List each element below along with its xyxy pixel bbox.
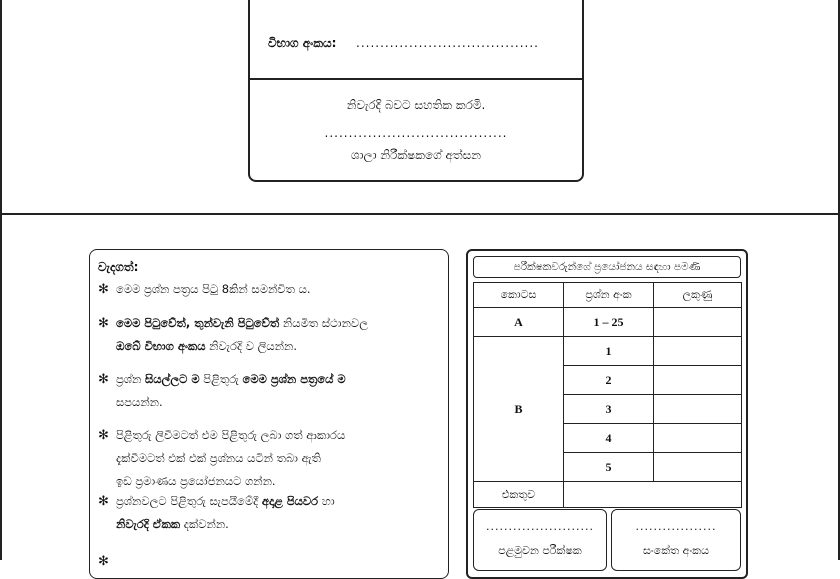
- box-divider: [250, 78, 582, 80]
- examiners-use-box: [466, 249, 748, 579]
- notice-item-1: ✻ මෙම ප්‍රශ්න පත්‍රය පිටු 8කින් සමන්විත ය.: [116, 278, 442, 301]
- exam-index-box: [248, 0, 584, 182]
- page-frame-left: [0, 0, 2, 560]
- header-question-no: ප්‍රශ්න අංක: [564, 283, 654, 308]
- code-number-box: [611, 509, 741, 571]
- asterisk-icon: ✻: [98, 282, 109, 297]
- certify-text: නිවැරදි බවට සහතික කරමි.: [346, 98, 486, 112]
- marks-cell[interactable]: [654, 424, 742, 453]
- marks-cell[interactable]: [654, 366, 742, 395]
- notice-item-2: ✻ මෙම පිටුවේත්, තුන්වැනි පිටුවේත් නියමිත ස්ථානවල ඔබේ විභාග අංකය නිවැරදි ව ලියන්න.: [116, 312, 442, 358]
- section-b-cell: B: [474, 337, 564, 482]
- marks-cell[interactable]: [654, 453, 742, 482]
- first-examiner-label: පළමුවන පරීක්ෂක: [498, 544, 582, 557]
- section-a-range: 1 – 25: [564, 308, 654, 337]
- marks-cell[interactable]: [654, 337, 742, 366]
- notice-item-5: ✻ ප්‍රශ්නවලට පිළිතුරු සැපයීමේදී අදාළ පියවර හා නිවැරදි ඒකක දක්වන්න.: [116, 490, 442, 536]
- total-row: [474, 482, 742, 508]
- important-notice-box: [89, 249, 449, 579]
- question-number: 3: [564, 395, 654, 424]
- asterisk-icon: ✻: [98, 316, 109, 331]
- asterisk-icon: ✻: [98, 554, 109, 569]
- first-examiner-box: [473, 509, 607, 571]
- signature-field[interactable]: ......................................: [324, 126, 508, 140]
- signature-label: ශාලා නිරීක්ෂකගේ අත්සන: [350, 148, 482, 162]
- question-number: 5: [564, 453, 654, 482]
- table-row: [474, 308, 742, 337]
- question-number: 1: [564, 337, 654, 366]
- header-section: කොටස: [474, 283, 564, 308]
- section-divider: [0, 213, 840, 215]
- asterisk-icon: ✻: [98, 428, 109, 443]
- header-marks: ලකුණු: [654, 283, 742, 308]
- code-number-label: සංකේත අංකය: [643, 544, 709, 557]
- first-examiner-field[interactable]: ........................: [486, 520, 594, 533]
- marks-cell[interactable]: [654, 308, 742, 337]
- examiners-title: පරීක්ෂකවරුන්ගේ ප්‍රයෝජනය සඳහා පමණි: [473, 256, 741, 278]
- table-header-row: [474, 283, 742, 308]
- total-marks-cell[interactable]: [564, 482, 742, 508]
- notice-title: වැදගත්:: [98, 260, 139, 274]
- notice-item-4: ✻ පිළිතුරු ලිවීමටත් එම පිළිතුරු ලබා ගත් ආකාරය දැක්වීමටත් එක් එක් ප්‍රශ්නය යටින් තබා ඇති ඉඩ ප්‍රමාණය ප්‍රයෝජනයට ගන්න.: [116, 424, 442, 493]
- code-number-field[interactable]: ..................: [635, 520, 717, 533]
- section-a-cell: A: [474, 308, 564, 337]
- marks-cell[interactable]: [654, 395, 742, 424]
- question-number: 4: [564, 424, 654, 453]
- marks-table: [473, 282, 742, 508]
- asterisk-icon: ✻: [98, 372, 109, 387]
- index-number-field[interactable]: ......................................: [356, 36, 539, 50]
- index-label: විභාග අංකය:: [268, 36, 337, 50]
- notice-item-3: ✻ ප්‍රශ්න සියල්ලට ම පිළිතුරු මෙම ප්‍රශ්න පත්‍රයේ ම සපයන්න.: [116, 368, 442, 414]
- table-row: [474, 337, 742, 366]
- total-label: එකතුව: [474, 482, 564, 508]
- asterisk-icon: ✻: [98, 494, 109, 509]
- question-number: 2: [564, 366, 654, 395]
